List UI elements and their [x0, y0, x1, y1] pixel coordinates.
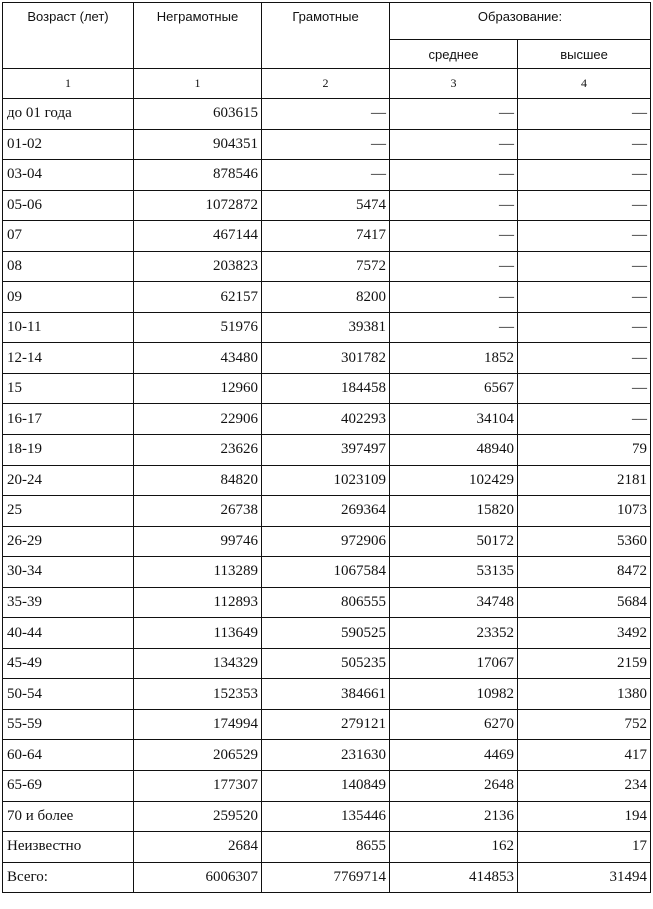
illiterate-cell: 174994 — [134, 709, 262, 740]
age-cell: 26-29 — [3, 526, 134, 557]
literate-cell: — — [262, 160, 390, 191]
higher-cell: 1380 — [518, 679, 651, 710]
higher-cell: 234 — [518, 771, 651, 802]
table-row — [3, 618, 651, 649]
secondary-cell: 1852 — [390, 343, 518, 374]
secondary-cell: — — [390, 190, 518, 221]
secondary-cell: 15820 — [390, 496, 518, 527]
table-row — [3, 709, 651, 740]
age-cell: 03-04 — [3, 160, 134, 191]
secondary-cell: 53135 — [390, 557, 518, 588]
table-row — [3, 99, 651, 130]
illiterate-cell: 43480 — [134, 343, 262, 374]
table-row — [3, 251, 651, 282]
age-cell: Всего: — [3, 862, 134, 893]
illiterate-cell: 99746 — [134, 526, 262, 557]
higher-cell: — — [518, 221, 651, 252]
literate-cell: 269364 — [262, 496, 390, 527]
literate-cell: — — [262, 99, 390, 130]
table-row — [3, 282, 651, 313]
secondary-cell: 34104 — [390, 404, 518, 435]
higher-cell: — — [518, 190, 651, 221]
header-education: Образование: — [390, 3, 651, 40]
illiterate-cell: 1072872 — [134, 190, 262, 221]
higher-cell: 17 — [518, 832, 651, 863]
table-row — [3, 862, 651, 893]
table-row — [3, 832, 651, 863]
secondary-cell: 6567 — [390, 373, 518, 404]
literate-cell: 397497 — [262, 435, 390, 466]
secondary-cell: 4469 — [390, 740, 518, 771]
higher-cell: 3492 — [518, 618, 651, 649]
illiterate-cell: 51976 — [134, 312, 262, 343]
table-row — [3, 648, 651, 679]
header-illiterate: Неграмотные — [134, 3, 262, 69]
table-row — [3, 587, 651, 618]
higher-cell: 1073 — [518, 496, 651, 527]
illiterate-cell: 2684 — [134, 832, 262, 863]
table-row — [3, 435, 651, 466]
table-row — [3, 740, 651, 771]
illiterate-cell: 6006307 — [134, 862, 262, 893]
higher-cell: 79 — [518, 435, 651, 466]
higher-cell: — — [518, 312, 651, 343]
age-cell: 07 — [3, 221, 134, 252]
secondary-cell: — — [390, 221, 518, 252]
literate-cell: 590525 — [262, 618, 390, 649]
illiterate-cell: 22906 — [134, 404, 262, 435]
header-higher: высшее — [518, 40, 651, 69]
age-cell: 70 и более — [3, 801, 134, 832]
higher-cell: 752 — [518, 709, 651, 740]
secondary-cell: 414853 — [390, 862, 518, 893]
age-cell: 15 — [3, 373, 134, 404]
illiterate-cell: 259520 — [134, 801, 262, 832]
table-row — [3, 496, 651, 527]
table-row — [3, 190, 651, 221]
table-row — [3, 129, 651, 160]
age-cell: 08 — [3, 251, 134, 282]
column-number-row — [3, 69, 651, 99]
literate-cell: 1023109 — [262, 465, 390, 496]
literate-cell: 806555 — [262, 587, 390, 618]
column-number: 4 — [518, 69, 651, 99]
age-cell: 20-24 — [3, 465, 134, 496]
literate-cell: 8200 — [262, 282, 390, 313]
table-row — [3, 404, 651, 435]
population-literacy-table — [2, 2, 651, 893]
secondary-cell: — — [390, 312, 518, 343]
illiterate-cell: 152353 — [134, 679, 262, 710]
literate-cell: 140849 — [262, 771, 390, 802]
illiterate-cell: 203823 — [134, 251, 262, 282]
secondary-cell: 48940 — [390, 435, 518, 466]
illiterate-cell: 206529 — [134, 740, 262, 771]
literate-cell: 972906 — [262, 526, 390, 557]
literate-cell: 279121 — [262, 709, 390, 740]
secondary-cell: 2136 — [390, 801, 518, 832]
age-cell: 25 — [3, 496, 134, 527]
literate-cell: 7417 — [262, 221, 390, 252]
header-secondary: среднее — [390, 40, 518, 69]
illiterate-cell: 112893 — [134, 587, 262, 618]
secondary-cell: — — [390, 129, 518, 160]
illiterate-cell: 113649 — [134, 618, 262, 649]
higher-cell: 417 — [518, 740, 651, 771]
higher-cell: 5360 — [518, 526, 651, 557]
illiterate-cell: 878546 — [134, 160, 262, 191]
secondary-cell: 34748 — [390, 587, 518, 618]
secondary-cell: — — [390, 160, 518, 191]
literate-cell: 505235 — [262, 648, 390, 679]
literate-cell: 135446 — [262, 801, 390, 832]
higher-cell: — — [518, 373, 651, 404]
secondary-cell: — — [390, 282, 518, 313]
secondary-cell: — — [390, 99, 518, 130]
illiterate-cell: 23626 — [134, 435, 262, 466]
table-row — [3, 312, 651, 343]
table-row — [3, 373, 651, 404]
secondary-cell: 50172 — [390, 526, 518, 557]
literate-cell: 7572 — [262, 251, 390, 282]
table-row — [3, 557, 651, 588]
higher-cell: 31494 — [518, 862, 651, 893]
literate-cell: — — [262, 129, 390, 160]
secondary-cell: 17067 — [390, 648, 518, 679]
table-row — [3, 679, 651, 710]
literate-cell: 301782 — [262, 343, 390, 374]
age-cell: 01-02 — [3, 129, 134, 160]
age-cell: 10-11 — [3, 312, 134, 343]
age-cell: 12-14 — [3, 343, 134, 374]
higher-cell: — — [518, 160, 651, 191]
higher-cell: — — [518, 282, 651, 313]
illiterate-cell: 84820 — [134, 465, 262, 496]
table-row — [3, 221, 651, 252]
header-age: Возраст (лет) — [3, 3, 134, 69]
literate-cell: 184458 — [262, 373, 390, 404]
secondary-cell: 2648 — [390, 771, 518, 802]
age-cell: Неизвестно — [3, 832, 134, 863]
literate-cell: 8655 — [262, 832, 390, 863]
literate-cell: 384661 — [262, 679, 390, 710]
secondary-cell: 23352 — [390, 618, 518, 649]
table-row — [3, 526, 651, 557]
age-cell: 55-59 — [3, 709, 134, 740]
higher-cell: — — [518, 129, 651, 160]
secondary-cell: — — [390, 251, 518, 282]
secondary-cell: 10982 — [390, 679, 518, 710]
table-row — [3, 160, 651, 191]
higher-cell: — — [518, 251, 651, 282]
age-cell: 30-34 — [3, 557, 134, 588]
table-row — [3, 343, 651, 374]
literate-cell: 231630 — [262, 740, 390, 771]
higher-cell: — — [518, 99, 651, 130]
table-body — [3, 99, 651, 893]
age-cell: 45-49 — [3, 648, 134, 679]
literate-cell: 5474 — [262, 190, 390, 221]
higher-cell: 194 — [518, 801, 651, 832]
illiterate-cell: 467144 — [134, 221, 262, 252]
age-cell: 40-44 — [3, 618, 134, 649]
age-cell: до 01 года — [3, 99, 134, 130]
table-row — [3, 771, 651, 802]
age-cell: 50-54 — [3, 679, 134, 710]
literate-cell: 1067584 — [262, 557, 390, 588]
header-literate: Грамотные — [262, 3, 390, 69]
secondary-cell: 102429 — [390, 465, 518, 496]
higher-cell: — — [518, 343, 651, 374]
table-row — [3, 801, 651, 832]
higher-cell: 2159 — [518, 648, 651, 679]
illiterate-cell: 12960 — [134, 373, 262, 404]
higher-cell: — — [518, 404, 651, 435]
column-number: 1 — [3, 69, 134, 99]
illiterate-cell: 603615 — [134, 99, 262, 130]
illiterate-cell: 113289 — [134, 557, 262, 588]
illiterate-cell: 62157 — [134, 282, 262, 313]
illiterate-cell: 134329 — [134, 648, 262, 679]
literate-cell: 402293 — [262, 404, 390, 435]
column-number: 2 — [262, 69, 390, 99]
age-cell: 65-69 — [3, 771, 134, 802]
literate-cell: 7769714 — [262, 862, 390, 893]
higher-cell: 8472 — [518, 557, 651, 588]
higher-cell: 2181 — [518, 465, 651, 496]
column-number: 3 — [390, 69, 518, 99]
secondary-cell: 162 — [390, 832, 518, 863]
table-row — [3, 465, 651, 496]
illiterate-cell: 904351 — [134, 129, 262, 160]
illiterate-cell: 177307 — [134, 771, 262, 802]
age-cell: 09 — [3, 282, 134, 313]
age-cell: 16-17 — [3, 404, 134, 435]
literate-cell: 39381 — [262, 312, 390, 343]
secondary-cell: 6270 — [390, 709, 518, 740]
column-number: 1 — [134, 69, 262, 99]
age-cell: 18-19 — [3, 435, 134, 466]
age-cell: 35-39 — [3, 587, 134, 618]
illiterate-cell: 26738 — [134, 496, 262, 527]
age-cell: 05-06 — [3, 190, 134, 221]
age-cell: 60-64 — [3, 740, 134, 771]
higher-cell: 5684 — [518, 587, 651, 618]
